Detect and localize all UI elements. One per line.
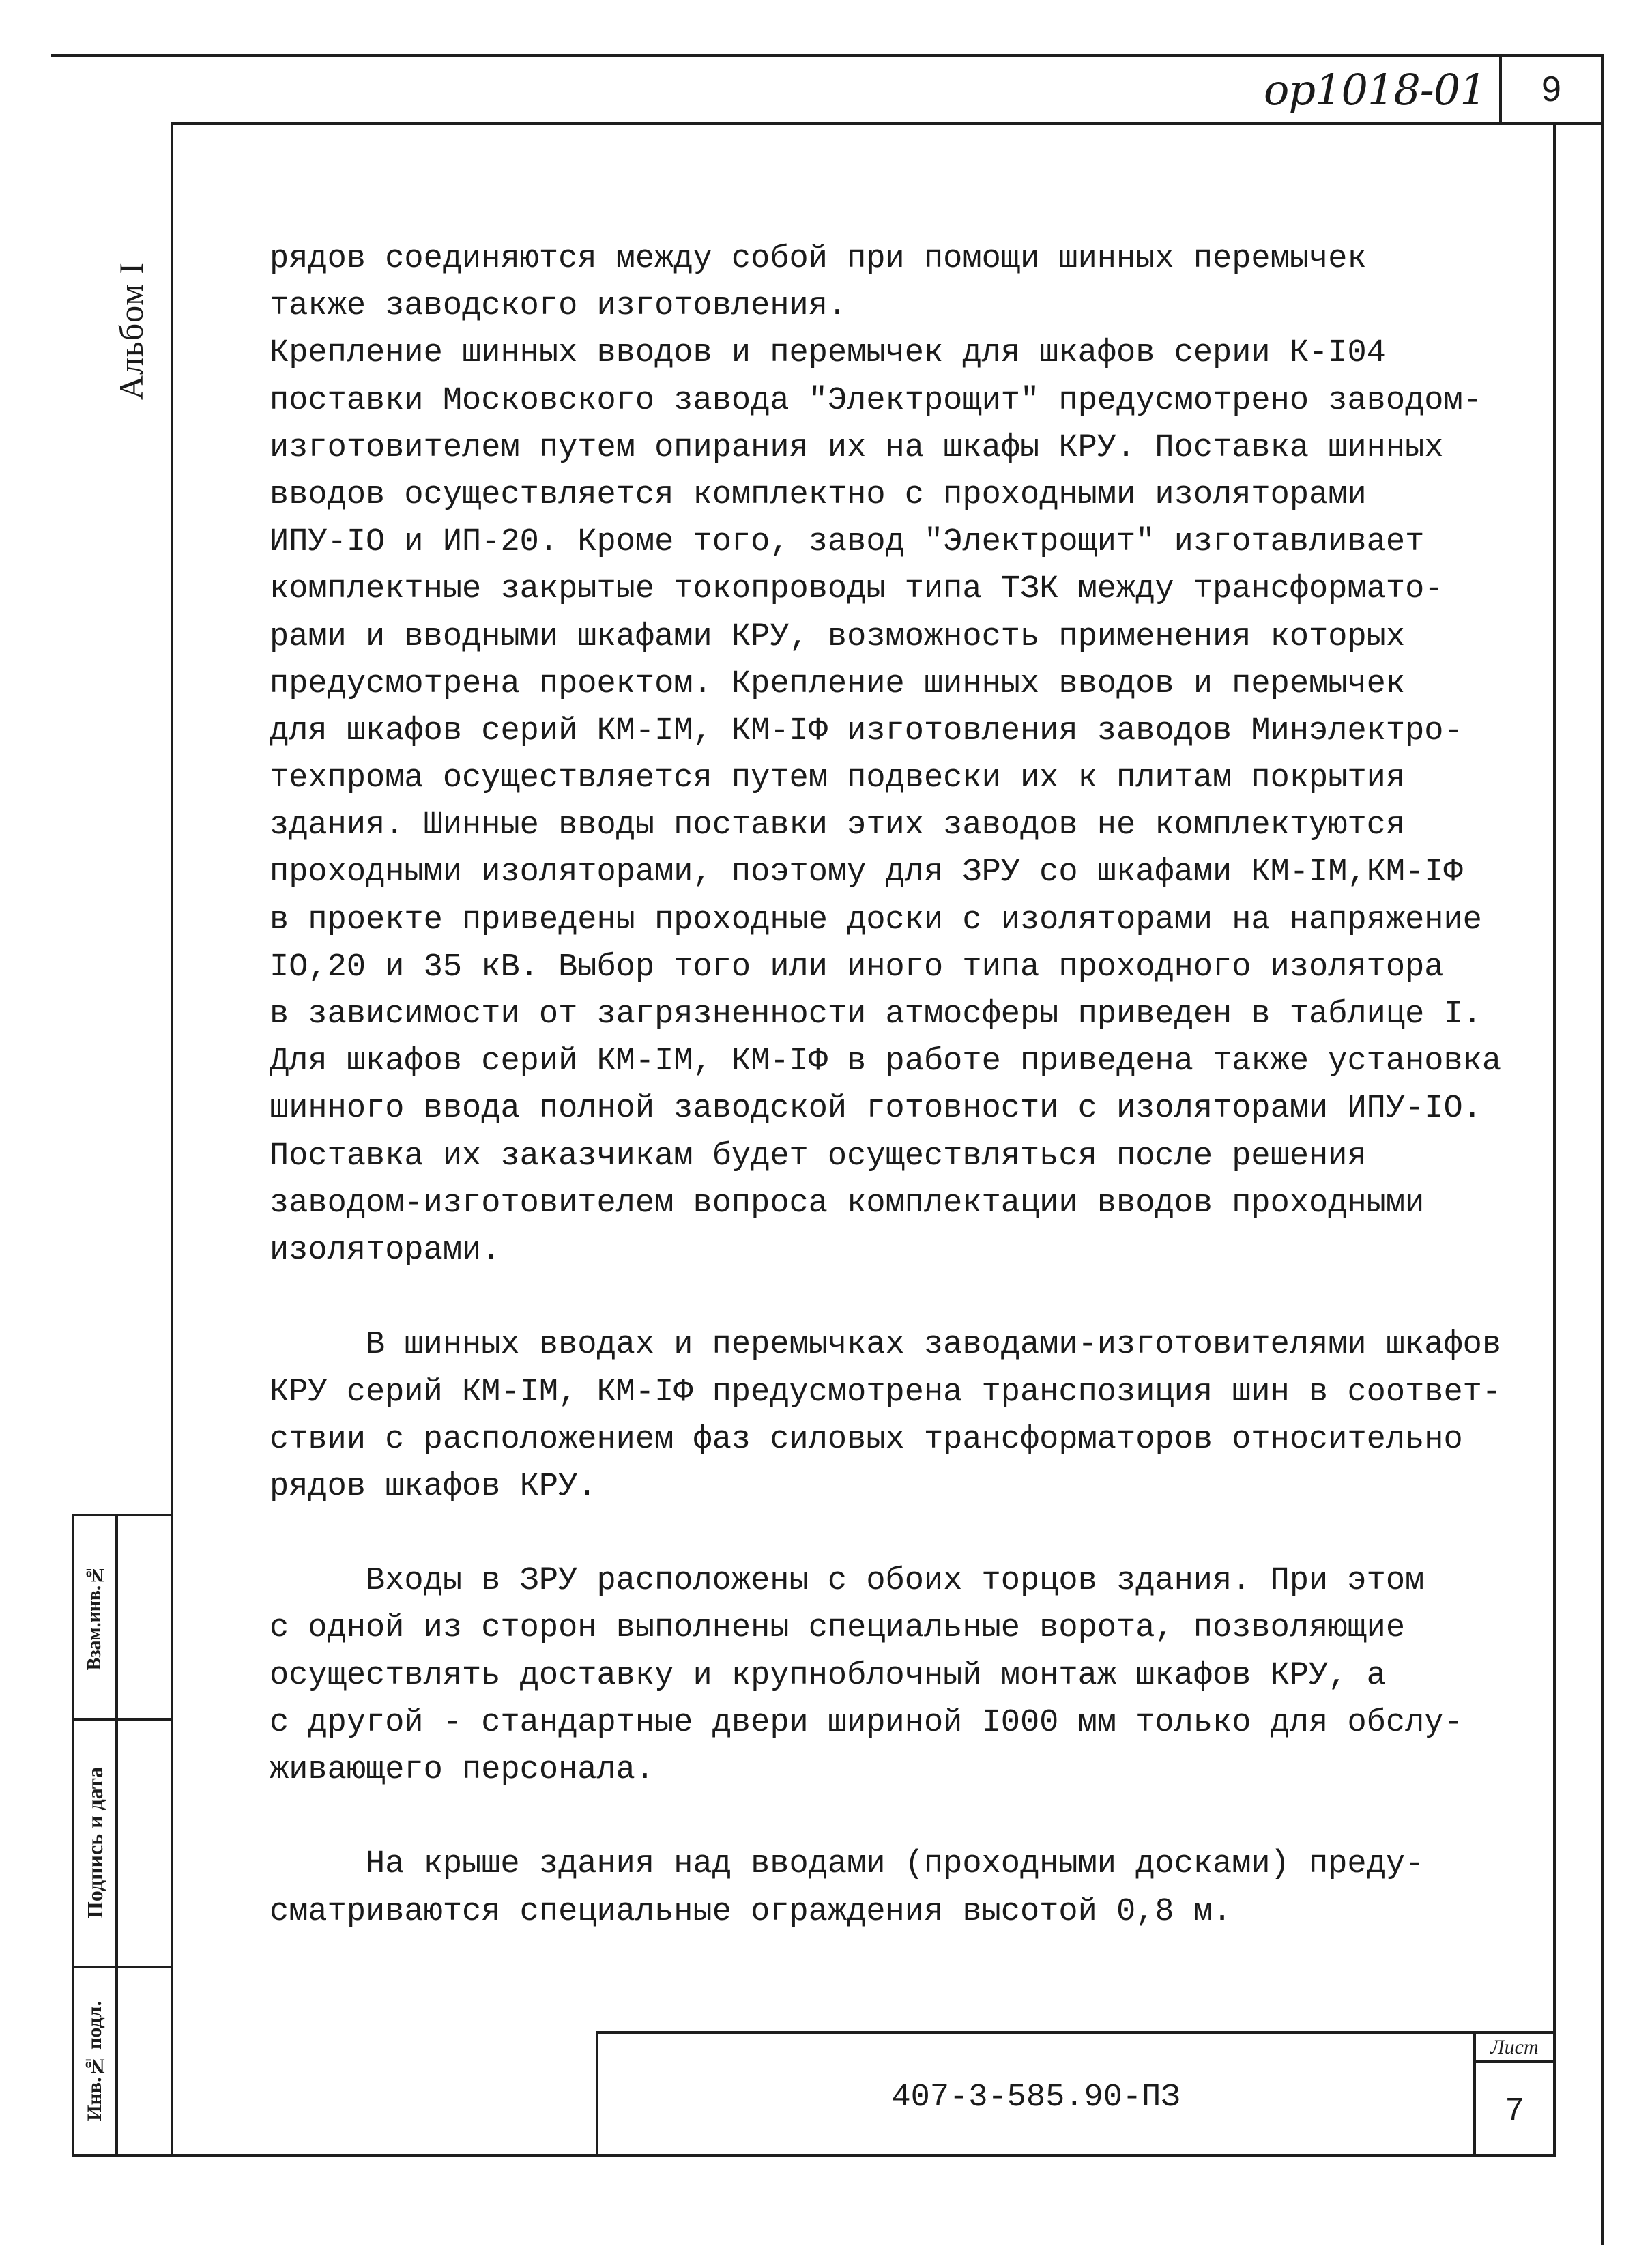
paragraph <box>270 235 1546 1274</box>
paragraph <box>270 1841 1546 1935</box>
text-line: ствии с расположением фаз силовых трансформаторов относительно <box>270 1421 1463 1458</box>
paragraph <box>270 1321 1546 1510</box>
stamp-inner-line <box>115 1514 118 2157</box>
text-line: изготовителем путем опирания их на шкафы КРУ. Поставка шинных <box>270 429 1444 466</box>
text-line: Для шкафов серий КМ-IМ, КМ-IФ в работе приведена также установка <box>270 1044 1502 1080</box>
text-line: рядов соединяются между собой при помощи шинных перемычек <box>270 241 1367 277</box>
text-line: рядов шкафов КРУ. <box>270 1468 597 1505</box>
text-line: На крыше здания над вводами (проходными досками) преду- <box>366 1846 1425 1883</box>
text-line: В шинных вводах и перемычках заводами-изготовителями шкафов <box>366 1327 1502 1364</box>
top-border-line <box>51 54 1604 57</box>
text-line: для шкафов серий КМ-IМ, КМ-IФ изготовления заводов Минэлектро- <box>270 713 1463 749</box>
text-line: рами и вводными шкафами КРУ, возможность применения которых <box>270 618 1406 655</box>
text-line: техпрома осуществляется путем подвески их к плитам покрытия <box>270 760 1406 797</box>
title-block-designation: 407-3-585.90-ПЗ <box>891 2079 1180 2116</box>
text-line: ИПУ-IO и ИП-20. Кроме того, завод "Электрощит" изготавливает <box>270 524 1425 561</box>
outer-right-border-line <box>1601 54 1604 2245</box>
text-line: поставки Московского завода "Электрощит" предусмотрено заводом- <box>270 382 1482 419</box>
stamp-replaced-inv-label: Взам.инв.№ <box>84 1564 105 1671</box>
handwritten-document-code: ор1018-01 <box>1264 65 1486 115</box>
body-text <box>270 235 1546 1936</box>
stamp-cell-signature-date <box>74 1721 115 1966</box>
stamp-inv-original-label: Инв.№ подл. <box>83 2001 106 2121</box>
text-line: заводом-изготовителем вопроса комплектации вводов проходными <box>270 1185 1425 1222</box>
text-line: вводов осуществляется комплектно с проходными изоляторами <box>270 476 1367 513</box>
text-line: живающего персонала. <box>270 1752 655 1788</box>
frame-top-extension-line <box>1556 122 1604 125</box>
text-line: комплектные закрытые токопроводы типа ТЗК между трансформато- <box>270 571 1444 608</box>
text-line: Крепление шинных вводов и перемычек для шкафов серии К-I04 <box>270 335 1386 372</box>
text-line: в проекте приведены проходные доски с изоляторами на напряжение <box>270 902 1482 938</box>
text-line: осуществлять доставку и крупноблочный монтаж шкафов КРУ, а <box>270 1657 1386 1694</box>
text-line: здания. Шинные вводы поставки этих заводов не комплектуются <box>270 807 1406 844</box>
title-block-sheet-label: Лист <box>1490 2035 1539 2058</box>
text-line: шинного ввода полной заводской готовности с изоляторами ИПУ-IO. <box>270 1091 1482 1127</box>
text-line: также заводского изготовления. <box>270 288 847 325</box>
paragraph <box>270 1557 1546 1794</box>
text-line: с одной из сторон выполнены специальные ворота, позволяющие <box>270 1610 1406 1647</box>
stamp-cell-inv-original <box>74 1968 115 2154</box>
stamp-signature-date-label: Подпись и дата <box>82 1767 107 1919</box>
text-line: сматриваются специальные ограждения высотой 0,8 м. <box>270 1893 1232 1930</box>
text-line: изоляторами. <box>270 1232 501 1269</box>
album-label: Альбом I <box>112 261 150 401</box>
title-block-top-line <box>596 2031 1556 2034</box>
text-line: Входы в ЗРУ расположены с обоих торцов здания. При этом <box>366 1563 1425 1600</box>
text-line: IO,20 и 35 кВ. Выбор того или иного типа проходного изолятора <box>270 949 1444 986</box>
stamp-bottom-line <box>72 2154 172 2157</box>
text-line: Поставка их заказчикам будет осуществляться после решения <box>270 1138 1367 1175</box>
stamp-cell-replaced-inv <box>74 1516 115 1718</box>
text-line: предусмотрена проектом. Крепление шинных вводов и перемычек <box>270 665 1406 702</box>
title-block-sheet-number: 7 <box>1505 2090 1524 2127</box>
page-sheet-number: 9 <box>1541 70 1561 109</box>
text-line: КРУ серий КМ-IМ, КМ-IФ предусмотрена транспозиция шин в соответ- <box>270 1374 1502 1411</box>
text-line: с другой - стандартные двери шириной I000 мм только для обслу- <box>270 1704 1463 1741</box>
text-line: в зависимости от загрязненности атмосферы приведен в таблице I. <box>270 996 1482 1033</box>
album-label-box <box>109 232 153 430</box>
text-line: проходными изоляторами, поэтому для ЗРУ со шкафами КМ-IМ,КМ-IФ <box>270 854 1463 891</box>
